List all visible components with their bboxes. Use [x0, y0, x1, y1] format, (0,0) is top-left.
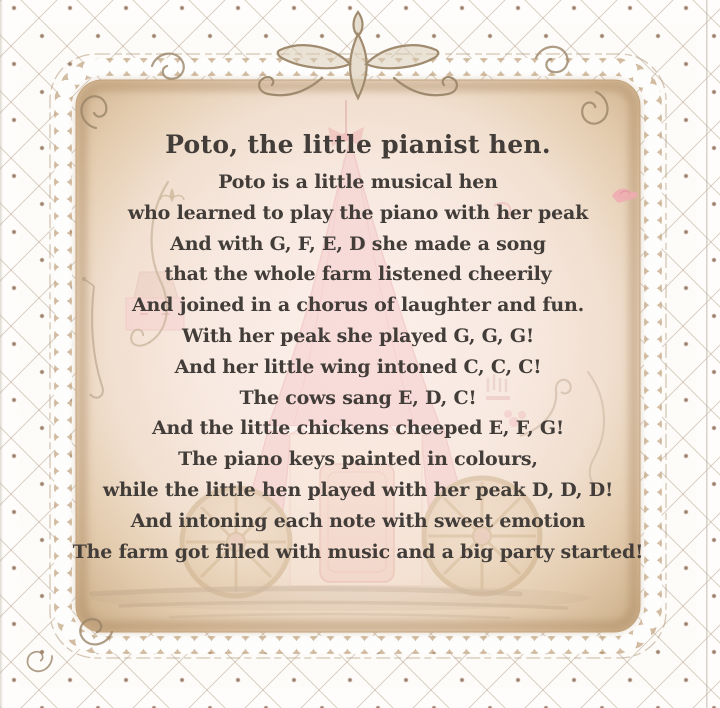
poem-line: With her peak she played G, G, G!: [182, 324, 534, 347]
poem-line: that the whole farm listened cheerily: [164, 263, 552, 286]
poem-line: who learned to play the piano with her peak: [127, 201, 589, 224]
poem-line: And the little chickens cheeped E, F, G!: [151, 417, 565, 440]
poem-line: The farm got filled with music and a big party started!: [72, 540, 644, 563]
poem-line: while the little hen played with her peak D, D, D!: [102, 478, 614, 501]
poem-title: Poto, the little pianist hen.: [165, 130, 551, 159]
poem-line: And with G, F, E, D she made a song: [170, 232, 546, 255]
poem: [0, 128, 716, 567]
poem-line: And intoning each note with sweet emotion: [130, 509, 586, 532]
poem-line: The cows sang E, D, C!: [239, 386, 477, 409]
poem-line: And her little wing intoned C, C, C!: [174, 355, 542, 378]
page-edge-line: [0, 0, 3, 708]
poem-line: And joined in a chorus of laughter and fun.: [131, 294, 585, 317]
poem-line: The piano keys painted in colours,: [178, 448, 538, 471]
page-edge-line: [706, 0, 708, 708]
poem-line: Poto is a little musical hen: [218, 171, 498, 193]
